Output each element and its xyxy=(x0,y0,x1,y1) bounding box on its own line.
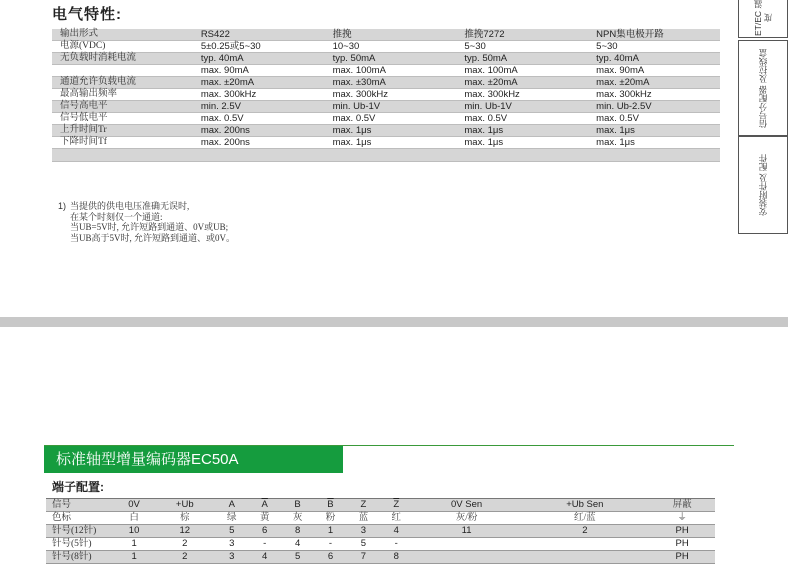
cell: 5 xyxy=(347,538,380,551)
cell: max. 100mA xyxy=(332,65,386,76)
table-row xyxy=(52,41,720,53)
cell: 2 xyxy=(154,538,215,551)
cell: 3 xyxy=(215,551,248,564)
cell: max. 300kHz xyxy=(200,89,257,100)
cell: max. 0.5V xyxy=(332,113,376,124)
cell: 1 xyxy=(114,538,154,551)
side-tab-temperature[interactable] xyxy=(738,0,788,38)
cell: 4 xyxy=(380,525,413,538)
row-label: 色标 xyxy=(46,512,114,525)
cell: PH xyxy=(649,525,715,538)
row-label: 上升时间Tr xyxy=(52,125,193,137)
row-label: 信号高电平 xyxy=(52,101,193,113)
cell: 推挽 xyxy=(325,29,457,41)
cell: max. 1μs xyxy=(588,125,720,137)
header-cell: 信号 xyxy=(46,499,114,512)
cell: max. 0.5V xyxy=(200,113,244,124)
terminal-title: 端子配置: xyxy=(52,480,104,494)
ground-icon: ⏚ xyxy=(649,512,715,525)
terminal-table xyxy=(46,498,715,564)
cell: max. 1μs xyxy=(464,137,504,148)
row-label xyxy=(52,65,193,77)
cell: min. 2.5V xyxy=(193,101,325,113)
cell: 5 xyxy=(215,525,248,538)
cell: RS422 xyxy=(193,29,325,41)
cell: max. 300kHz xyxy=(464,89,520,100)
cell: max. ±20mA xyxy=(588,77,720,89)
cell: 灰 xyxy=(281,512,314,525)
header-cell: Z xyxy=(347,499,380,512)
empty-cell xyxy=(52,149,720,162)
table-row-empty xyxy=(52,149,720,162)
cell: 棕 xyxy=(154,512,215,525)
cell: max. 100mA xyxy=(464,65,518,76)
cell: 白 xyxy=(114,512,154,525)
cell: - xyxy=(380,538,413,551)
cell: max. 1μs xyxy=(332,137,372,148)
header-cell: 0V Sen xyxy=(413,499,521,512)
cell: 8 xyxy=(281,525,314,538)
table-row xyxy=(52,89,720,101)
cell: 3 xyxy=(347,525,380,538)
cell: 红 xyxy=(380,512,413,525)
cell: 11 xyxy=(413,525,521,538)
cell: min. Ub-1V xyxy=(456,101,588,113)
header-cell: $\overline{B}$ xyxy=(314,499,347,512)
cell: - xyxy=(248,538,281,551)
cell: max. ±30mA xyxy=(325,77,457,89)
side-tab-signal-distributor[interactable] xyxy=(738,40,788,136)
cell: 4 xyxy=(248,551,281,564)
cell: max. 1μs xyxy=(596,137,635,148)
cell: 1 xyxy=(314,525,347,538)
footnotes xyxy=(58,201,235,243)
header-cell: 屏蔽 xyxy=(649,499,715,512)
electrical-title: 电气特性: xyxy=(52,6,122,23)
cell: max. 300kHz xyxy=(596,89,652,100)
cell: min. Ub-2.5V xyxy=(588,101,720,113)
cell: 7 xyxy=(347,551,380,564)
cell: typ. 50mA xyxy=(325,53,457,65)
cell: 蓝 xyxy=(347,512,380,525)
cell: max. 1μs xyxy=(325,125,457,137)
cell: 12 xyxy=(154,525,215,538)
row-label: 信号低电平 xyxy=(60,113,108,123)
cell: PH xyxy=(649,538,715,551)
footnote-line: 当UB=5V时, 允许短路到通道、0V或UB; xyxy=(70,222,229,232)
cell: max. 1μs xyxy=(456,125,588,137)
footnote-line: 当提供的供电电压准确无误时, xyxy=(70,201,190,211)
header-cell: B xyxy=(281,499,314,512)
cell: PH xyxy=(649,551,715,564)
cell: typ. 40mA xyxy=(588,53,720,65)
table-row xyxy=(52,113,720,125)
header-cell: +Ub xyxy=(154,499,215,512)
cell: 推挽7272 xyxy=(456,29,588,41)
cell: 5~30 xyxy=(464,41,486,52)
cell: 1 xyxy=(114,551,154,564)
header-cell: A xyxy=(215,499,248,512)
cell: max. 0.5V xyxy=(464,113,508,124)
table-row xyxy=(52,77,720,89)
cell: 3 xyxy=(215,538,248,551)
side-tab-accessories[interactable] xyxy=(738,136,788,234)
footnote-marker: 1) xyxy=(58,201,67,211)
row-label: 针号(8针) xyxy=(46,551,114,564)
header-cell: $\overline{Z}$ xyxy=(380,499,413,512)
cell: 10~30 xyxy=(332,41,360,52)
row-label: 无负载时消耗电流 xyxy=(52,53,193,65)
cell: 5 xyxy=(281,551,314,564)
cell: min. Ub-1V xyxy=(325,101,457,113)
section-divider xyxy=(0,317,788,327)
row-label: 针号(12针) xyxy=(46,525,114,538)
footnote-line: 在某个时刻仅一个通道: xyxy=(70,211,163,222)
row-label: 通道允许负载电流 xyxy=(52,77,193,89)
cell: NPN集电极开路 xyxy=(588,29,720,41)
cell: 6 xyxy=(314,551,347,564)
cell xyxy=(413,551,521,564)
row-label: 最高输出频率 xyxy=(60,89,118,99)
row-label: 输出形式 xyxy=(52,29,193,41)
table-row xyxy=(52,125,720,137)
table-row xyxy=(52,29,720,41)
side-tab-label: 安装附件及 配件 xyxy=(758,154,768,216)
table-row xyxy=(46,525,715,538)
table-row xyxy=(52,137,720,149)
header-cell: $\overline{A}$ xyxy=(248,499,281,512)
row-label: 下降时间Tf xyxy=(60,137,107,147)
side-navigation xyxy=(738,0,788,234)
row-label: 针号(5针) xyxy=(46,538,114,551)
side-tab-label: 信号分配器 及拉线盒 xyxy=(758,48,768,128)
table-row xyxy=(46,551,715,564)
cell: 10 xyxy=(114,525,154,538)
cell: 2 xyxy=(520,525,649,538)
cell xyxy=(413,538,521,551)
cell: 2 xyxy=(154,551,215,564)
cell: max. ±20mA xyxy=(456,77,588,89)
cell: max. 200ns xyxy=(200,137,250,148)
table-row xyxy=(52,53,720,65)
cell: - xyxy=(314,538,347,551)
cell: 黄 xyxy=(248,512,281,525)
product-header: 标准轴型增量编码器EC50A xyxy=(44,446,343,473)
table-row xyxy=(52,101,720,113)
footnote-line: 当UB高于5V时, 允许短路到通道、或0V。 xyxy=(70,232,236,243)
table-row xyxy=(46,512,715,525)
cell: 4 xyxy=(281,538,314,551)
cell: 绿 xyxy=(215,512,248,525)
side-tab-label: ET/EC 温度 xyxy=(753,0,773,36)
header-cell: +Ub Sen xyxy=(520,499,649,512)
table-row xyxy=(52,65,720,77)
cell: max. 90mA xyxy=(200,65,249,76)
cell: typ. 40mA xyxy=(193,53,325,65)
cell: max. 0.5V xyxy=(596,113,639,124)
cell: max. ±20mA xyxy=(193,77,325,89)
cell: 红/蓝 xyxy=(520,512,649,525)
cell xyxy=(520,538,649,551)
electrical-spec-table xyxy=(52,29,720,162)
cell: max. 300kHz xyxy=(332,89,389,100)
table-row xyxy=(46,538,715,551)
cell: 5~30 xyxy=(596,41,618,52)
row-label: 电源(VDC) xyxy=(60,41,106,51)
table-header-row xyxy=(46,499,715,512)
cell: 5±0.25或5~30 xyxy=(200,41,261,52)
cell xyxy=(520,551,649,564)
cell: max. 200ns xyxy=(193,125,325,137)
cell: 灰/粉 xyxy=(413,512,521,525)
header-cell: 0V xyxy=(114,499,154,512)
cell: max. 90mA xyxy=(596,65,645,76)
cell: typ. 50mA xyxy=(456,53,588,65)
cell: 8 xyxy=(380,551,413,564)
cell: 粉 xyxy=(314,512,347,525)
cell: 6 xyxy=(248,525,281,538)
